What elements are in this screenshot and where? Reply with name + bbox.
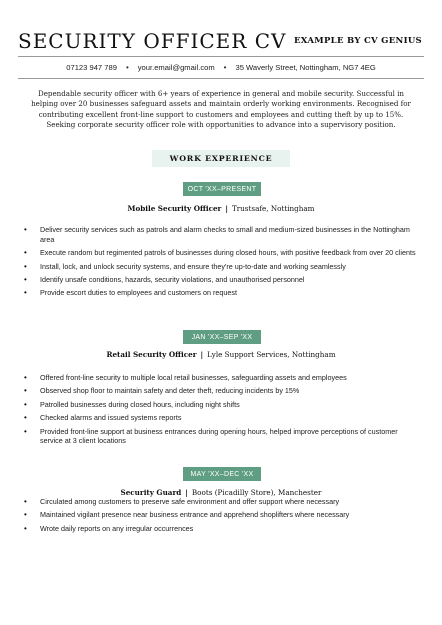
list-item: • Provided front-line support at business entrances during opening hours, helped improve perceptions of customer service at 3 client locations [24,427,418,447]
job-role: Mobile Security Officer [127,204,222,213]
list-item: • Provide escort duties to employees and customers on request [24,288,418,298]
job-employer: Lyle Support Services, Nottingham [207,350,336,359]
header-divider-bottom [18,78,424,79]
list-item: • Offered front-line security to multiple local retail businesses, safeguarding assets and employees [24,373,418,383]
list-item: • Execute random but regimented patrols of businesses during closed hours, with positive feedback from over 20 clients [24,248,418,258]
postal-address: 35 Waverly Street, Nottingham, NG7 4EG [235,63,376,72]
job-title-line [0,350,442,359]
profile-summary: Dependable security officer with 6+ years of experience in general and mobile security. Successful in helping over 20 businesses safeguard assets and maintain orderly working environments. Recognised for contributing excellent front-line support to customers and employees and cutting theft by up to 15%. Seeking corporate security officer role with opportunities to advance into a supervisory position. [31,89,411,130]
list-item: • Observed shop floor to maintain safety and deter theft, reducing incidents by 15% [24,386,418,396]
example-label: EXAMPLE BY CV GENIUS [294,36,422,46]
list-item: • Deliver security services such as patrols and alarm checks to small and medium-sized businesses in the Nottingham area [24,225,418,245]
job-separator: | [200,350,204,359]
job-title-line [0,204,442,213]
list-item: • Circulated among customers to preserve safe environment and offer support where necessary [24,497,418,507]
job-employer: Trustsafe, Nottingham [231,204,315,213]
job-role: Security Guard [120,488,182,497]
list-item: • Maintained vigilant presence near business entrance and apprehend shoplifters where necessary [24,510,418,520]
job-title-line [0,488,442,497]
cv-title: SECURITY OFFICER CV [18,29,287,53]
contact-separator: • [223,63,227,72]
contact-bar [0,63,442,72]
list-item: • Patrolled businesses during closed hours, including night shifts [24,400,418,410]
contact-separator: • [125,63,129,72]
job-bullet-list [24,225,418,302]
job-bullet-list [24,497,418,537]
job-date-badge: JAN 'XX–SEP 'XX [183,330,261,344]
list-item: • Install, lock, and unlock security systems, and ensure they're up-to-date and working seamlessly [24,262,418,272]
job-separator: | [185,488,188,497]
job-employer: Boots (Picadilly Store), Manchester [191,488,322,497]
job-role: Retail Security Officer [106,350,197,359]
job-date-badge: OCT 'XX–PRESENT [183,182,261,196]
list-item: • Checked alarms and issued systems reports [24,413,418,423]
phone-number: 07123 947 789 [66,63,117,72]
list-item: • Identify unsafe conditions, hazards, security violations, and unauthorised personnel [24,275,418,285]
email-address: your.email@gmail.com [137,63,215,72]
list-item: • Wrote daily reports on any irregular occurrences [24,524,418,534]
job-separator: | [225,204,228,213]
section-heading-work-experience: WORK EXPERIENCE [152,150,290,167]
job-date-badge: MAY 'XX–DEC 'XX [183,467,261,481]
job-bullet-list [24,373,418,450]
header-divider-top [18,56,424,57]
